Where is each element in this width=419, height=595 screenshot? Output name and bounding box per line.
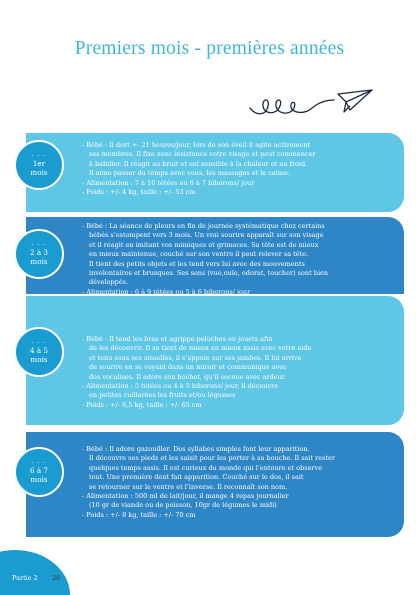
footer-part-label: Partie 2 — [12, 574, 38, 582]
section-line: - Bébé : Il dort +- 21 heures/jour, lors de son éveil il agite activement — [82, 141, 311, 149]
section-line: involontaires et brusques. Ses sens (vue,ouïe, odorat, toucher) sont bien — [89, 269, 329, 278]
section-line: - Alimentation : 5 tétées ou 4 à 5 biberons/ jour, il découvre — [82, 382, 279, 391]
age-badge-bottom: mois — [30, 168, 48, 177]
section-line: des vocalises. Il adore son hochet, qu’il secoue avec ardeur. — [89, 372, 287, 381]
section-text-1 — [82, 141, 396, 197]
section-line: - Poids : +/- 6,5 kg, taille : +/- 65 cm — [82, 400, 202, 409]
section-line: - Poids : +/- 8 kg, taille : +/- 70 cm — [82, 510, 196, 519]
section-band-3 — [26, 296, 404, 425]
section-line: (10 gr de viande ou de poisson, 10gr de légumes le midi) — [89, 501, 277, 510]
dashes-icon: - - - — [31, 152, 47, 159]
section-line: Il découvre ses pieds et les saisit pour les porter à sa bouche. Il sait rester — [89, 454, 336, 463]
section-line: tout. Une première dent fait apparition. Couché sur le dos, il sait — [89, 473, 304, 482]
age-badge-top: 4 à 5 — [29, 346, 48, 355]
section-line: - Bébé : Il adore gazouiller. Des syllabes simples font leur apparition. — [82, 445, 310, 453]
section-line: ses membres. Il fixe avec insistance votre visage et peut commencer — [89, 150, 316, 159]
age-badge-bottom: mois — [30, 257, 48, 266]
dashes-icon: - - - — [31, 241, 47, 248]
section-line: - Bébé : Il tend les bras et agrippe peluches ou jouets afin — [82, 335, 273, 343]
section-line: et tenu sous ses aisselles, il s’appuie sur ses jambes. Il lui arrive — [89, 353, 302, 362]
swirl-doodle-icon — [250, 100, 334, 114]
corner-decoration — [0, 550, 70, 595]
section-line: de sourire en se voyant dans un miroir et communique avec — [89, 363, 287, 372]
section-line: - Bébé : La séance de pleurs en fin de journée systématique chez certains — [82, 222, 325, 230]
section-line: - Alimentation : 7 à 10 tétées ou 6 à 7 biberons/ jour — [82, 178, 255, 187]
section-line: en petites cuillerées les fruits et/ou légumes — [89, 391, 236, 400]
doodle-decoration — [246, 86, 376, 122]
section-line: et il réagit en imitant vos mimiques et grimaces. Sa tête est de mieux — [89, 240, 319, 249]
section-line: en mieux maintenue, couché sur son ventre il peut relever sa tête. — [89, 250, 309, 259]
section-line: de les découvrir. Il se tient de mieux en mieux assis avec votre aide — [89, 344, 312, 353]
section-line: bébés s’estompent vers 3 mois. Un vrai sourire apparaît sur son visage — [89, 231, 324, 240]
section-text-4 — [82, 445, 396, 520]
section-line: se retourner sur le ventre et l’inverse. Il reconnaît son nom. — [89, 482, 288, 491]
section-line: Il tient des petits objets et les tend vers lui avec des mouvements — [89, 259, 305, 268]
section-line: Il aime passer du temps avec vous, les massages et le calme. — [89, 169, 290, 178]
age-badge-bottom: mois — [30, 355, 48, 364]
age-badge-2 — [14, 229, 64, 279]
age-badge-top: 2 à 3 — [29, 248, 48, 257]
age-badge-1 — [14, 140, 64, 190]
dashes-icon: - - - — [31, 339, 47, 346]
section-text-3 — [82, 335, 396, 410]
page-title: Premiers mois - premières années — [74, 38, 345, 59]
age-badge-bottom: mois — [30, 475, 48, 484]
section-band-1 — [26, 133, 404, 212]
section-band-4 — [26, 432, 404, 537]
age-badge-top: 1er — [32, 159, 46, 168]
age-badge-3 — [14, 327, 64, 377]
footer-page-number: 26 — [52, 574, 61, 582]
section-text-2 — [82, 222, 396, 307]
section-band-2 — [26, 217, 404, 294]
paper-plane-icon — [338, 90, 372, 112]
age-badge-top: 6 à 7 — [29, 466, 48, 475]
section-line: à babiller. Il réagit au bruit et est sensible à la chaleur et au froid. — [89, 159, 308, 168]
age-badge-4 — [14, 447, 64, 497]
section-line: développés. — [89, 278, 129, 287]
dashes-icon: - - - — [31, 459, 47, 466]
section-line: - Poids : +/- 4 kg, taille : +/- 53 cm — [82, 188, 196, 197]
section-line: - Alimentation : 500 ml de lait/jour, il mange 4 repas journalier — [82, 492, 289, 501]
section-line: - Alimentation : 6 à 9 tétées ou 5 à 6 biberons/ jour — [82, 287, 251, 296]
section-line: quelques temps assis. Il est curieux du monde qui l’entoure et observe — [89, 463, 323, 472]
